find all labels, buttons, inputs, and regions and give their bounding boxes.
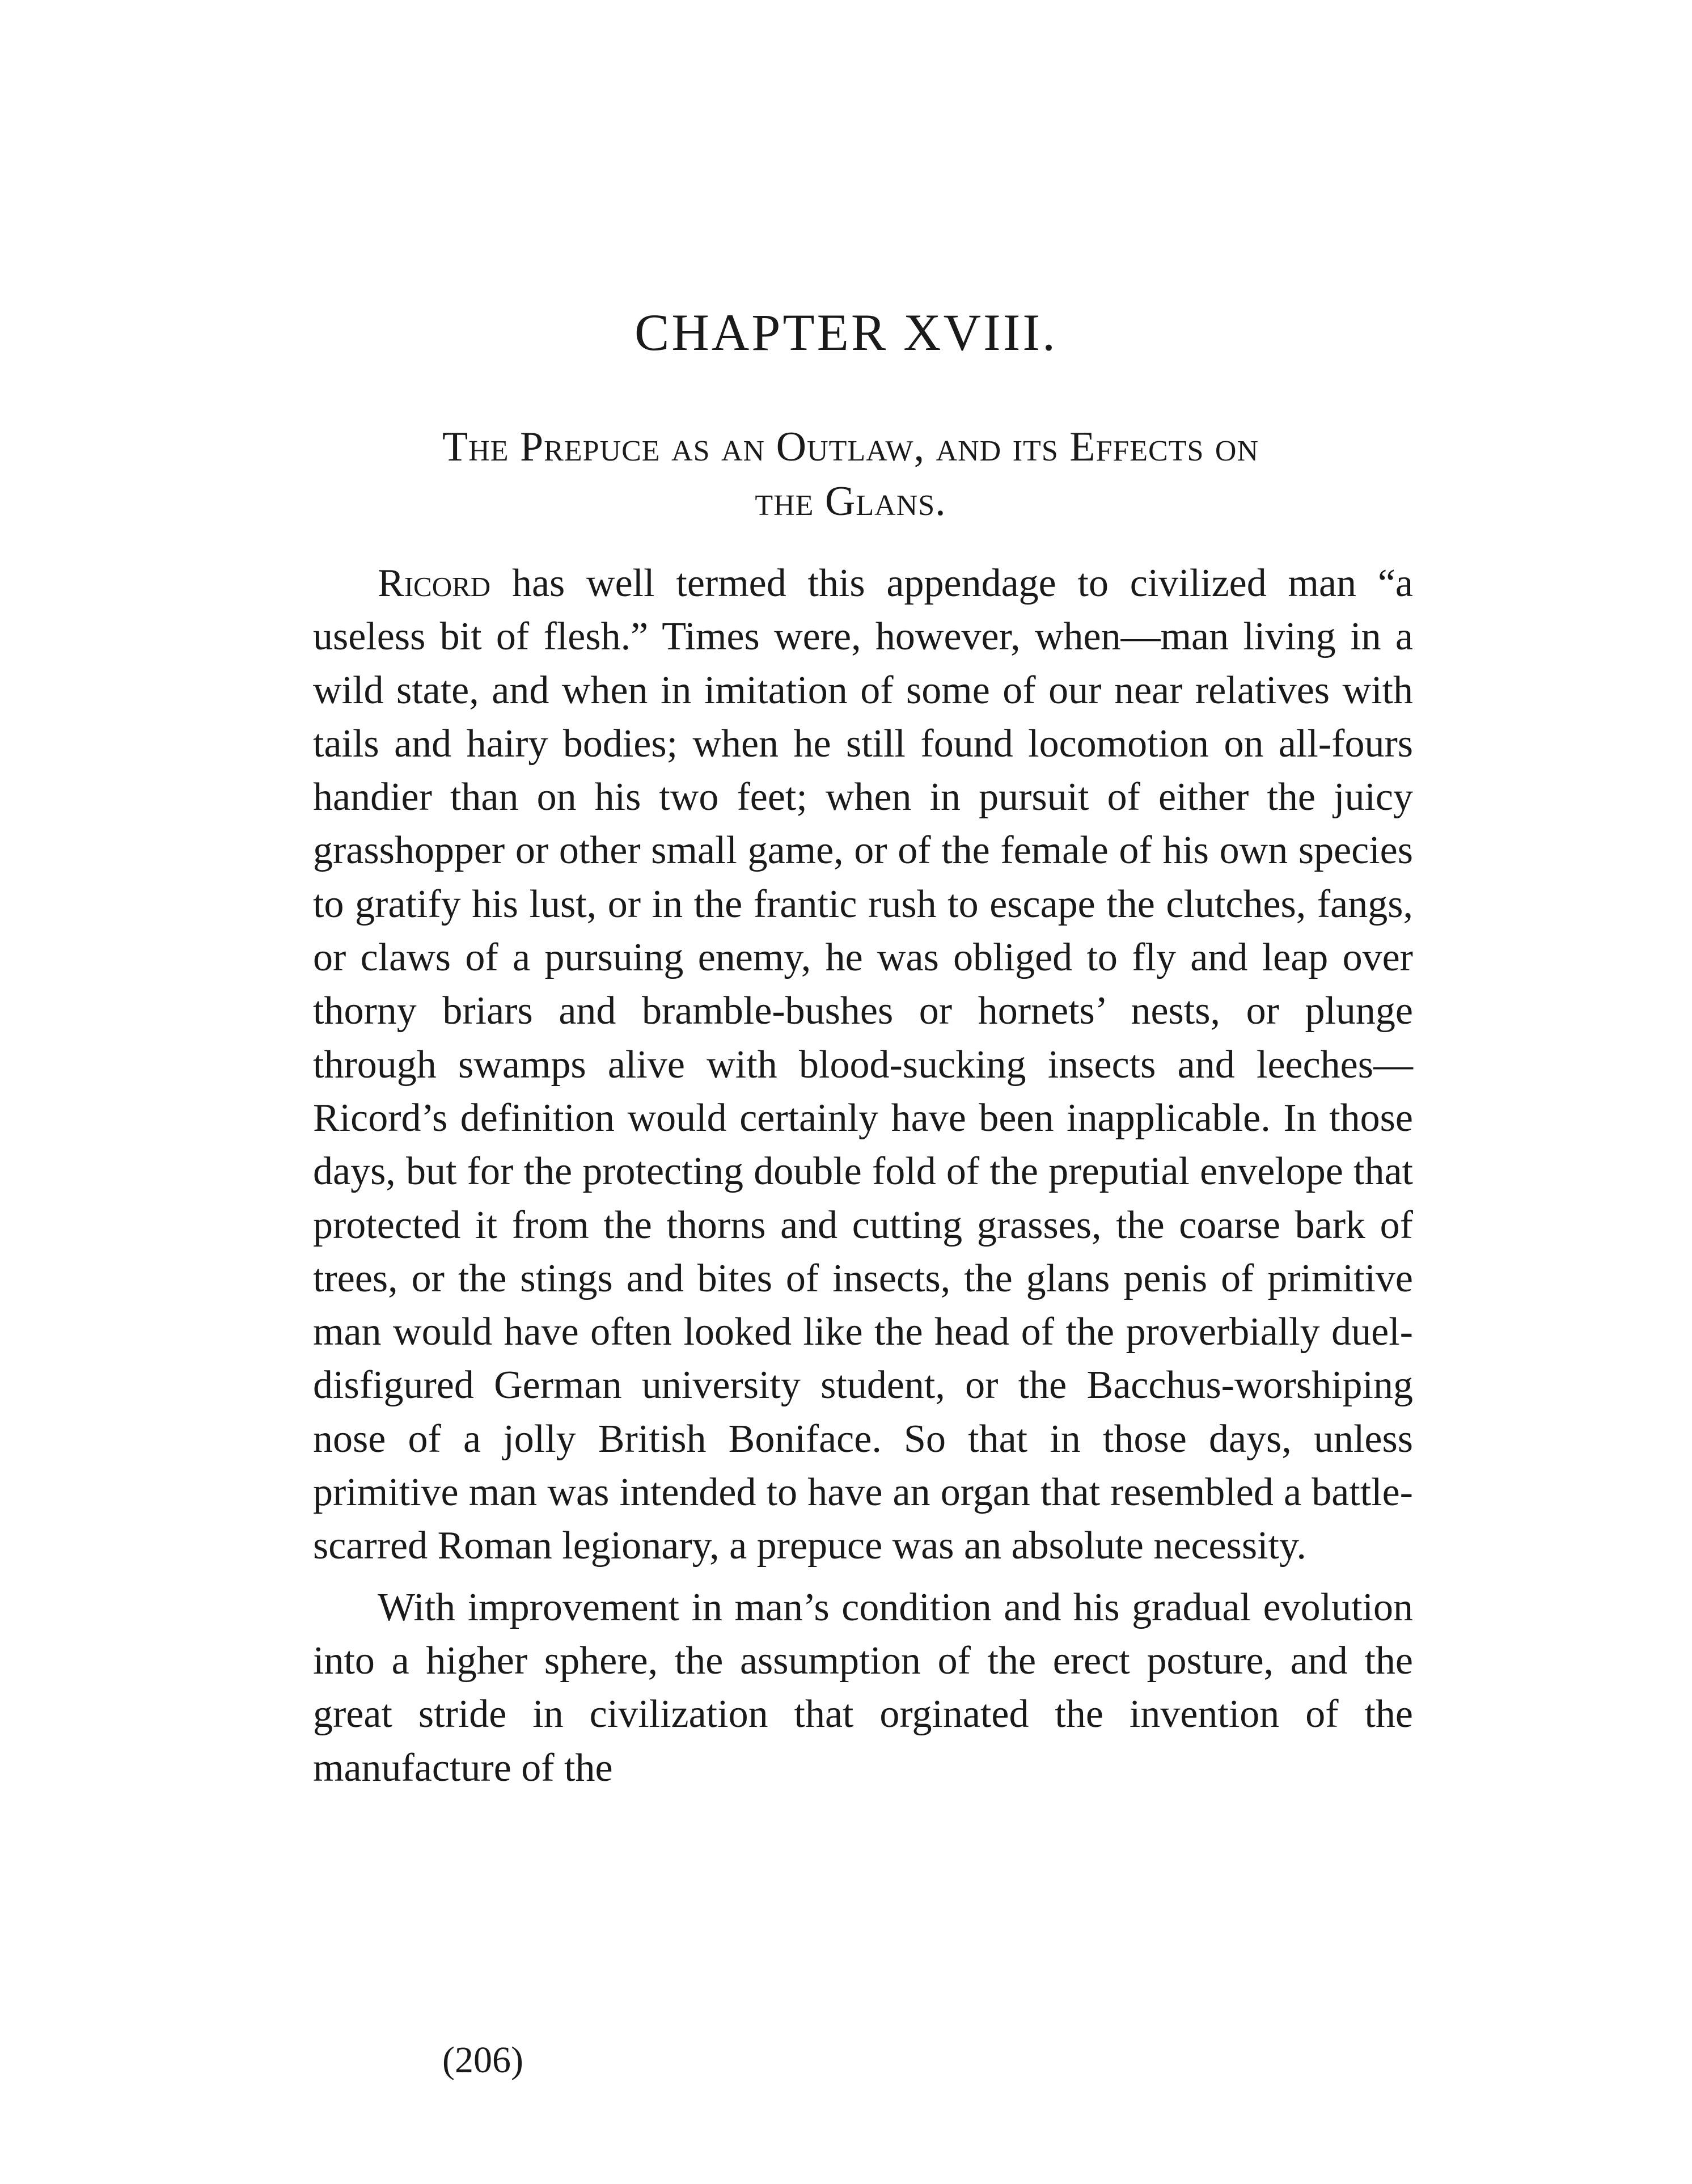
paragraph-2-text: With improvement in man’s condition and his gradual evolution into a higher sphere, the assumption of the erect posture, and the great stride in civilization that orginated the invention of the manufacture of the xyxy=(313,1585,1413,1790)
chapter-title: CHAPTER XVIII. xyxy=(634,303,1058,361)
chapter-subtitle xyxy=(318,420,1384,529)
paragraph-1 xyxy=(313,557,1413,1573)
paragraph-1-text: has well termed this appendage to civilized man “a useless bit of flesh.” Times were, however, when—man living in a wild state, and when in imitation of some of our near relatives with tails and hairy bodies; when he still found locomotion on all-fours handier than on his two feet; when in pursuit of either the juicy grasshopper or other small game, or of the female of his own species to gratify his lust, or in the frantic rush to escape the clutches, fangs, or claws of a pursuing enemy, he was obliged to fly and leap over thorny briars and bramble-bushes or hornets’ nests, or plunge through swamps alive with blood-sucking insects and leeches—Ricord’s definition would certainly have been inapplicable. In those days, but for the protecting double fold of the preputial envelope that protected it from the thorns and cutting grasses, the coarse bark of trees, or the stings and bites of insects, the glans penis of primitive man would have often looked like the head of the proverbially duel-disfigured German university student, or the Bacchus-worshiping nose of a jolly British Boniface. So that in those days, unless primitive man was intended to have an organ that resembled a battle-scarred Roman legionary, a prepuce was an absolute necessity. xyxy=(313,561,1413,1568)
chapter-subtitle-line-1: The Prepuce as an Outlaw, and its Effects on xyxy=(442,424,1259,470)
chapter-subtitle-line-2: the Glans. xyxy=(755,478,946,525)
body-text xyxy=(313,557,1413,1795)
page-number: (206) xyxy=(442,2039,523,2081)
paragraph-lead-word: Ricord xyxy=(378,561,491,605)
paragraph-2 xyxy=(313,1581,1413,1795)
